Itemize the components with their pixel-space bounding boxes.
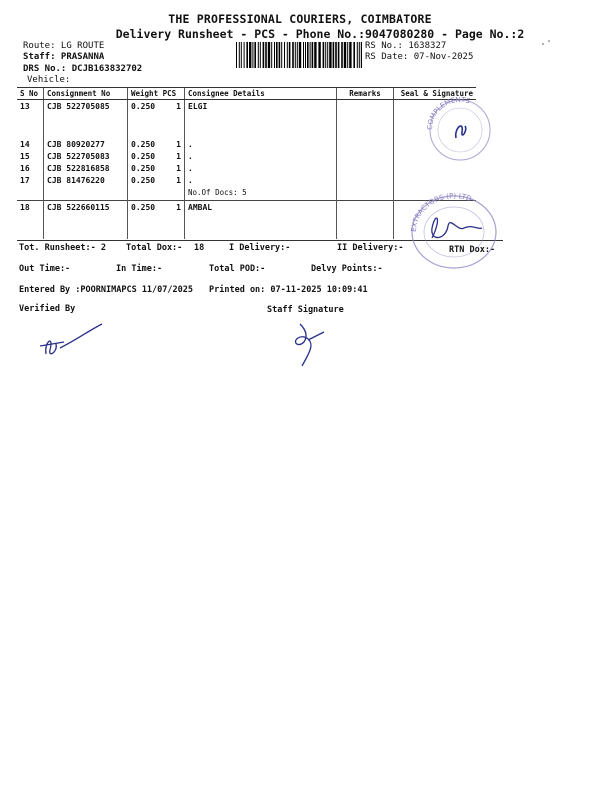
entered-by: Entered By :POORNIMAPCS 11/07/2025 [19, 285, 193, 295]
printed-on: Printed on: 07-11-2025 10:09:41 [209, 285, 368, 295]
row-weight [128, 152, 185, 164]
row-sno: 14 [20, 140, 30, 149]
spacer-row [17, 114, 476, 140]
pcs: 1 [176, 102, 181, 111]
row-sno: 18 [17, 201, 44, 216]
row-consignment: CJB 522705083 [44, 152, 128, 164]
total-dox-value: 18 [194, 243, 205, 253]
barcode-bar [329, 42, 331, 68]
row-sno: 15 [20, 152, 30, 161]
barcode-bar [274, 42, 275, 68]
row-consignee: . [185, 140, 337, 152]
rtn-dox: RTN Dox:- [449, 245, 496, 255]
seal-stamp-icon [420, 92, 500, 162]
row-weight [128, 176, 185, 188]
barcode-bar [297, 42, 298, 68]
barcode-bar [347, 42, 348, 68]
barcode-bar [287, 42, 288, 68]
barcode-bar [246, 42, 248, 68]
pcs: 1 [176, 152, 181, 161]
barcode-bar [353, 42, 355, 68]
row-consignee: . [185, 152, 337, 164]
table-row [17, 100, 476, 115]
row-consignment: CJB 522705085 [44, 100, 128, 115]
barcode-bar [292, 42, 294, 68]
pcs: 1 [176, 164, 181, 173]
barcode-bar [325, 42, 326, 68]
rs-date: RS Date: 07-Nov-2025 [365, 52, 474, 62]
barcode-bar [265, 42, 267, 68]
barcode-bar [295, 42, 296, 68]
rs-number: RS No.: 1638327 [365, 41, 447, 51]
stamp1-text: COMPLEMENTS [425, 95, 471, 131]
out-time: Out Time:- [19, 264, 71, 274]
table-row [17, 164, 476, 176]
barcode-bar [258, 42, 259, 68]
total-dox-label: Total Dox:- [126, 243, 183, 253]
row-consignment: CJB 81476220 [44, 176, 128, 188]
no-of-docs: No.Of Docs: 5 [185, 188, 337, 201]
barcode-bar [341, 42, 343, 68]
weight: 0.250 [131, 102, 156, 111]
barcode-bar [244, 42, 245, 68]
row-consignee: . [185, 176, 337, 188]
barcode-bar [241, 42, 242, 68]
barcode-bar [276, 42, 278, 68]
table-header-row [17, 88, 476, 100]
barcode-bar [314, 42, 316, 68]
barcode-bar [318, 42, 320, 68]
row-consignment: CJB 80920277 [44, 140, 128, 152]
barcode-bar [239, 42, 240, 68]
verified-by-label: Verified By [19, 304, 76, 314]
route-label: Route: LG ROUTE [23, 41, 105, 51]
verified-signature-icon [36, 320, 106, 360]
col-consignee: Consignee Details [185, 88, 337, 100]
row-sno: 13 [20, 102, 30, 111]
weight: 0.250 [131, 203, 156, 212]
barcode-bar [254, 42, 256, 68]
staff-label: Staff: PRASANNA [23, 52, 105, 62]
row-consignee: . [185, 164, 337, 176]
row-sno: 17 [20, 176, 30, 185]
barcode-bar [268, 42, 270, 68]
weight: 0.250 [131, 164, 156, 173]
table-row [17, 152, 476, 164]
weight: 0.250 [131, 140, 156, 149]
row-consignee: ELGI [185, 100, 337, 115]
barcode-bar [335, 42, 337, 68]
barcode-bar [284, 42, 285, 68]
drs-number: DRS No.: DCJB163832702 [23, 64, 143, 74]
barcode-bar [338, 42, 340, 68]
barcode-bar [279, 42, 281, 68]
row-consignment: CJB 522816858 [44, 164, 128, 176]
barcode-bar [361, 42, 362, 68]
vehicle-label: Vehicle: [27, 75, 71, 85]
barcode-image [236, 42, 362, 68]
total-pod: Total POD:- [209, 264, 266, 274]
row-consignee: AMBAL [185, 201, 337, 216]
row-weight [128, 140, 185, 152]
col-pcs: PCS [162, 89, 177, 98]
col-consignment: Consignment No [44, 88, 128, 100]
weight: 0.250 [131, 176, 156, 185]
in-time: In Time:- [116, 264, 163, 274]
row-weight [128, 164, 185, 176]
table-row [17, 140, 476, 152]
barcode-bar [323, 42, 325, 68]
col-weight: Weight [131, 89, 159, 98]
company-seal-icon [402, 188, 502, 272]
barcode-bar [252, 42, 253, 68]
company-title: THE PROFESSIONAL COURIERS, COIMBATORE [168, 12, 432, 26]
pcs: 1 [176, 203, 181, 212]
pcs: 1 [176, 176, 181, 185]
barcode-bar [312, 42, 314, 68]
stamp2-text: EXTRACTORS (P) LTD [409, 191, 473, 233]
barcode-bar [344, 42, 346, 68]
barcode-bar [310, 42, 311, 68]
row-consignment: CJB 522660115 [44, 201, 128, 216]
barcode-bar [349, 42, 351, 68]
barcode-bar [303, 42, 304, 68]
barcode-bar [359, 42, 360, 68]
tot-runsheet: Tot. Runsheet:- 2 [19, 243, 106, 253]
barcode-bar [333, 42, 335, 68]
ii-delivery: II Delivery:- [337, 243, 404, 253]
barcode-bar [281, 42, 282, 68]
barcode-bar [307, 42, 309, 68]
barcode-bar [289, 42, 291, 68]
col-sno: S No [17, 88, 44, 100]
barcode-bar [260, 42, 261, 68]
staff-signature-label: Staff Signature [267, 305, 344, 315]
delvy-points: Delvy Points:- [311, 264, 383, 274]
barcode-bar [327, 42, 328, 68]
row-sno: 16 [20, 164, 30, 173]
i-delivery: I Delivery:- [229, 243, 291, 253]
row-weight [128, 201, 185, 216]
barcode-bar [263, 42, 265, 68]
pcs: 1 [176, 140, 181, 149]
row-weight [128, 100, 185, 115]
barcode-bar [357, 42, 358, 68]
col-remarks: Remarks [337, 88, 394, 100]
table-row [17, 176, 476, 188]
barcode-bar [236, 42, 237, 68]
barcode-bar [299, 42, 301, 68]
barcode-bar [249, 42, 251, 68]
barcode-bar [305, 42, 306, 68]
col-weight-pcs [128, 88, 185, 100]
scan-mark-icon [540, 38, 552, 48]
barcode-bar [271, 42, 272, 68]
col-seal: Seal & Signature [394, 88, 477, 100]
weight: 0.250 [131, 152, 156, 161]
runsheet-subtitle: Delivery Runsheet - PCS - Phone No.:9047080280 - Page No.:2 [115, 27, 525, 41]
staff-signature-icon [284, 320, 334, 368]
